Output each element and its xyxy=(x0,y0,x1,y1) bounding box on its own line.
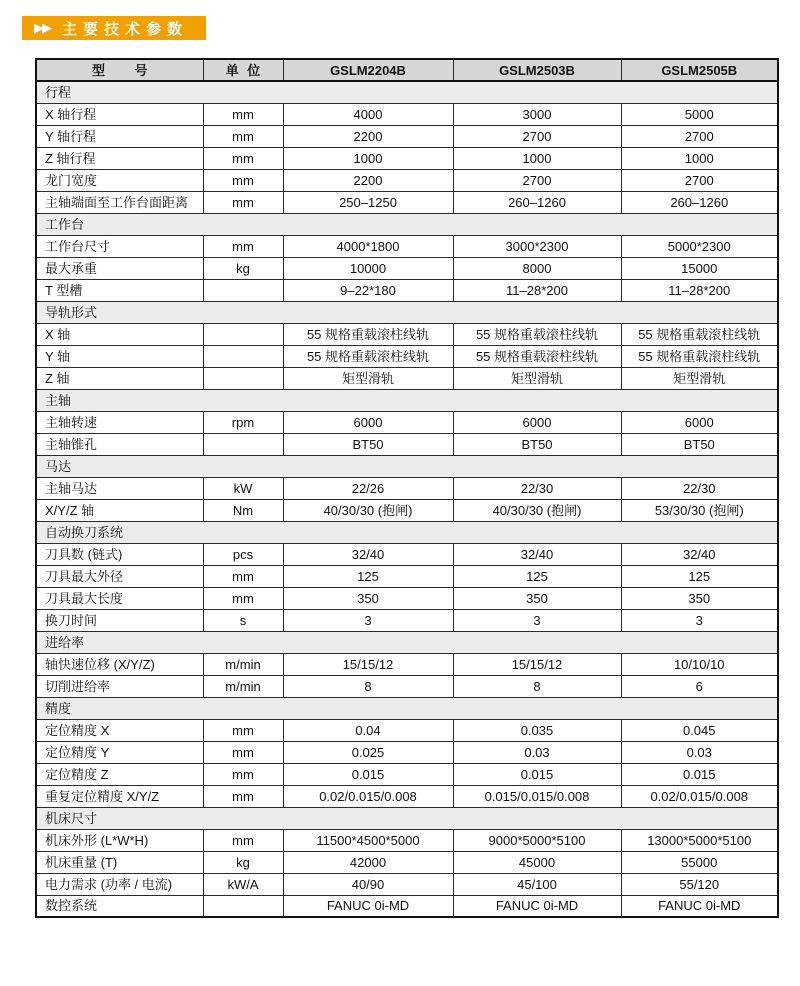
spec-row xyxy=(36,895,778,917)
spec-value: 0.015/0.015/0.008 xyxy=(453,785,621,807)
section-title: 自动换刀系统 xyxy=(36,521,778,543)
spec-value: 0.03 xyxy=(453,741,621,763)
spec-value: 42000 xyxy=(283,851,453,873)
spec-row xyxy=(36,785,778,807)
spec-value: 6 xyxy=(621,675,778,697)
spec-label: 换刀时间 xyxy=(36,609,203,631)
spec-row xyxy=(36,367,778,389)
spec-value: 矩型滑轨 xyxy=(621,367,778,389)
spec-label: 龙门宽度 xyxy=(36,169,203,191)
model-column-header-3: GSLM2505B xyxy=(621,59,778,81)
spec-value: 8 xyxy=(453,675,621,697)
spec-value: 矩型滑轨 xyxy=(283,367,453,389)
spec-unit: mm xyxy=(203,785,283,807)
spec-value: 32/40 xyxy=(453,543,621,565)
spec-row xyxy=(36,741,778,763)
spec-value: 250–1250 xyxy=(283,191,453,213)
spec-label: Z 轴行程 xyxy=(36,147,203,169)
spec-value: 矩型滑轨 xyxy=(453,367,621,389)
spec-value: 10/10/10 xyxy=(621,653,778,675)
spec-row xyxy=(36,433,778,455)
spec-value: 125 xyxy=(453,565,621,587)
spec-value: 55 规格重载滚柱线轨 xyxy=(283,323,453,345)
spec-label: Y 轴 xyxy=(36,345,203,367)
double-arrow-icon: ▶▶ xyxy=(34,19,50,35)
spec-value: 260–1260 xyxy=(453,191,621,213)
model-column-header-1: GSLM2204B xyxy=(283,59,453,81)
spec-value: 3000*2300 xyxy=(453,235,621,257)
spec-unit: mm xyxy=(203,565,283,587)
spec-table-body xyxy=(36,81,778,917)
spec-unit xyxy=(203,323,283,345)
spec-value: 53/30/30 (抱闸) xyxy=(621,499,778,521)
spec-label: 主轴端面至工作台面距离 xyxy=(36,191,203,213)
spec-unit: m/min xyxy=(203,675,283,697)
section-title: 行程 xyxy=(36,81,778,103)
section-title: 主轴 xyxy=(36,389,778,411)
spec-row xyxy=(36,125,778,147)
spec-unit: mm xyxy=(203,147,283,169)
spec-value: 55 规格重载滚柱线轨 xyxy=(453,323,621,345)
spec-value: FANUC 0i-MD xyxy=(453,895,621,917)
spec-label: 切削进给率 xyxy=(36,675,203,697)
section-row xyxy=(36,807,778,829)
spec-unit: Nm xyxy=(203,499,283,521)
spec-value: 2200 xyxy=(283,125,453,147)
spec-unit: mm xyxy=(203,741,283,763)
spec-value: 2700 xyxy=(621,125,778,147)
spec-unit: mm xyxy=(203,829,283,851)
spec-value: 32/40 xyxy=(283,543,453,565)
section-title: 导轨形式 xyxy=(36,301,778,323)
spec-value: 350 xyxy=(283,587,453,609)
spec-row xyxy=(36,763,778,785)
spec-value: 2700 xyxy=(621,169,778,191)
spec-value: 11–28*200 xyxy=(453,279,621,301)
spec-unit: kg xyxy=(203,851,283,873)
spec-unit: mm xyxy=(203,191,283,213)
spec-unit: kW/A xyxy=(203,873,283,895)
spec-label: X 轴 xyxy=(36,323,203,345)
spec-value: 8 xyxy=(283,675,453,697)
section-row xyxy=(36,213,778,235)
spec-label: 定位精度 Y xyxy=(36,741,203,763)
spec-value: 8000 xyxy=(453,257,621,279)
spec-value: 350 xyxy=(453,587,621,609)
model-column-header-2: GSLM2503B xyxy=(453,59,621,81)
section-row xyxy=(36,455,778,477)
spec-row xyxy=(36,191,778,213)
spec-label: 轴快速位移 (X/Y/Z) xyxy=(36,653,203,675)
spec-row xyxy=(36,257,778,279)
spec-unit xyxy=(203,433,283,455)
spec-unit: mm xyxy=(203,719,283,741)
page-title: 主要技术参数 xyxy=(62,20,189,38)
spec-unit: s xyxy=(203,609,283,631)
spec-value: 125 xyxy=(283,565,453,587)
section-title: 机床尺寸 xyxy=(36,807,778,829)
unit-header: 单 位 xyxy=(203,59,283,81)
spec-row xyxy=(36,829,778,851)
spec-value: 0.015 xyxy=(283,763,453,785)
spec-unit: kg xyxy=(203,257,283,279)
spec-value: 1000 xyxy=(283,147,453,169)
spec-row xyxy=(36,675,778,697)
spec-value: 125 xyxy=(621,565,778,587)
spec-row xyxy=(36,235,778,257)
spec-value: 2700 xyxy=(453,169,621,191)
spec-value: 4000*1800 xyxy=(283,235,453,257)
spec-value: 15/15/12 xyxy=(453,653,621,675)
spec-label: 电力需求 (功率 / 电流) xyxy=(36,873,203,895)
spec-value: 3000 xyxy=(453,103,621,125)
spec-row xyxy=(36,323,778,345)
spec-label: 机床重量 (T) xyxy=(36,851,203,873)
section-row xyxy=(36,631,778,653)
section-title: 马达 xyxy=(36,455,778,477)
spec-value: 0.015 xyxy=(621,763,778,785)
spec-label: 数控系统 xyxy=(36,895,203,917)
spec-value: 1000 xyxy=(621,147,778,169)
spec-row xyxy=(36,147,778,169)
section-row xyxy=(36,81,778,103)
spec-label: X 轴行程 xyxy=(36,103,203,125)
spec-value: 10000 xyxy=(283,257,453,279)
spec-row xyxy=(36,499,778,521)
spec-row xyxy=(36,345,778,367)
spec-unit: mm xyxy=(203,169,283,191)
spec-row xyxy=(36,587,778,609)
spec-value: 5000*2300 xyxy=(621,235,778,257)
spec-row xyxy=(36,279,778,301)
spec-label: T 型槽 xyxy=(36,279,203,301)
spec-label: 最大承重 xyxy=(36,257,203,279)
spec-label: 定位精度 X xyxy=(36,719,203,741)
spec-row xyxy=(36,103,778,125)
spec-value: 11500*4500*5000 xyxy=(283,829,453,851)
spec-unit xyxy=(203,279,283,301)
spec-row xyxy=(36,719,778,741)
spec-value: 5000 xyxy=(621,103,778,125)
spec-unit: mm xyxy=(203,763,283,785)
spec-value: 22/30 xyxy=(621,477,778,499)
spec-unit xyxy=(203,367,283,389)
spec-value: 2700 xyxy=(453,125,621,147)
spec-value: 6000 xyxy=(621,411,778,433)
spec-label: 定位精度 Z xyxy=(36,763,203,785)
spec-row xyxy=(36,477,778,499)
section-title: 精度 xyxy=(36,697,778,719)
spec-value: 15000 xyxy=(621,257,778,279)
spec-value: 9000*5000*5100 xyxy=(453,829,621,851)
spec-value: 0.025 xyxy=(283,741,453,763)
spec-value: 0.03 xyxy=(621,741,778,763)
spec-value: BT50 xyxy=(453,433,621,455)
spec-value: 3 xyxy=(621,609,778,631)
spec-value: 3 xyxy=(453,609,621,631)
spec-unit: m/min xyxy=(203,653,283,675)
spec-row xyxy=(36,609,778,631)
spec-unit: mm xyxy=(203,103,283,125)
spec-value: 32/40 xyxy=(621,543,778,565)
section-title: 进给率 xyxy=(36,631,778,653)
spec-unit: pcs xyxy=(203,543,283,565)
spec-label: 主轴转速 xyxy=(36,411,203,433)
section-row xyxy=(36,521,778,543)
spec-label: 重复定位精度 X/Y/Z xyxy=(36,785,203,807)
spec-value: 40/30/30 (抱闸) xyxy=(453,499,621,521)
section-row xyxy=(36,301,778,323)
spec-value: 55/120 xyxy=(621,873,778,895)
section-title: 工作台 xyxy=(36,213,778,235)
spec-value: 40/30/30 (抱闸) xyxy=(283,499,453,521)
spec-label: 机床外形 (L*W*H) xyxy=(36,829,203,851)
spec-value: 6000 xyxy=(283,411,453,433)
spec-value: 13000*5000*5100 xyxy=(621,829,778,851)
spec-value: BT50 xyxy=(621,433,778,455)
spec-label: 刀具最大长度 xyxy=(36,587,203,609)
spec-label: Y 轴行程 xyxy=(36,125,203,147)
spec-value: 260–1260 xyxy=(621,191,778,213)
spec-label: 主轴锥孔 xyxy=(36,433,203,455)
spec-value: 0.02/0.015/0.008 xyxy=(621,785,778,807)
spec-value: 55 规格重载滚柱线轨 xyxy=(621,323,778,345)
model-label-header: 型 号 xyxy=(36,59,203,81)
spec-value: 0.015 xyxy=(453,763,621,785)
spec-row xyxy=(36,565,778,587)
spec-unit: mm xyxy=(203,587,283,609)
spec-table xyxy=(35,58,779,918)
spec-row xyxy=(36,169,778,191)
section-title-bar xyxy=(22,16,206,40)
spec-unit: rpm xyxy=(203,411,283,433)
spec-value: 6000 xyxy=(453,411,621,433)
spec-value: 45/100 xyxy=(453,873,621,895)
spec-row xyxy=(36,873,778,895)
spec-unit: mm xyxy=(203,235,283,257)
spec-value: 0.04 xyxy=(283,719,453,741)
spec-value: 55 规格重载滚柱线轨 xyxy=(453,345,621,367)
spec-label: 主轴马达 xyxy=(36,477,203,499)
spec-value: 55 规格重载滚柱线轨 xyxy=(621,345,778,367)
spec-value: 55 规格重载滚柱线轨 xyxy=(283,345,453,367)
spec-value: 40/90 xyxy=(283,873,453,895)
section-row xyxy=(36,389,778,411)
spec-value: 0.02/0.015/0.008 xyxy=(283,785,453,807)
spec-value: 350 xyxy=(621,587,778,609)
spec-value: 1000 xyxy=(453,147,621,169)
spec-value: 0.045 xyxy=(621,719,778,741)
spec-value: BT50 xyxy=(283,433,453,455)
spec-label: 刀具数 (链式) xyxy=(36,543,203,565)
spec-label: Z 轴 xyxy=(36,367,203,389)
spec-value: 3 xyxy=(283,609,453,631)
spec-unit: kW xyxy=(203,477,283,499)
section-row xyxy=(36,697,778,719)
spec-value: 9–22*180 xyxy=(283,279,453,301)
spec-value: FANUC 0i-MD xyxy=(621,895,778,917)
spec-value: 22/26 xyxy=(283,477,453,499)
spec-value: 55000 xyxy=(621,851,778,873)
spec-row xyxy=(36,653,778,675)
spec-label: 工作台尺寸 xyxy=(36,235,203,257)
spec-value: 0.035 xyxy=(453,719,621,741)
spec-value: 4000 xyxy=(283,103,453,125)
spec-unit: mm xyxy=(203,125,283,147)
spec-value: 11–28*200 xyxy=(621,279,778,301)
spec-unit xyxy=(203,895,283,917)
spec-row xyxy=(36,543,778,565)
spec-row xyxy=(36,411,778,433)
spec-value: 2200 xyxy=(283,169,453,191)
spec-value: 45000 xyxy=(453,851,621,873)
spec-value: 15/15/12 xyxy=(283,653,453,675)
spec-label: 刀具最大外径 xyxy=(36,565,203,587)
spec-row xyxy=(36,851,778,873)
spec-label: X/Y/Z 轴 xyxy=(36,499,203,521)
spec-value: FANUC 0i-MD xyxy=(283,895,453,917)
table-header-row xyxy=(36,59,778,81)
spec-value: 22/30 xyxy=(453,477,621,499)
spec-unit xyxy=(203,345,283,367)
